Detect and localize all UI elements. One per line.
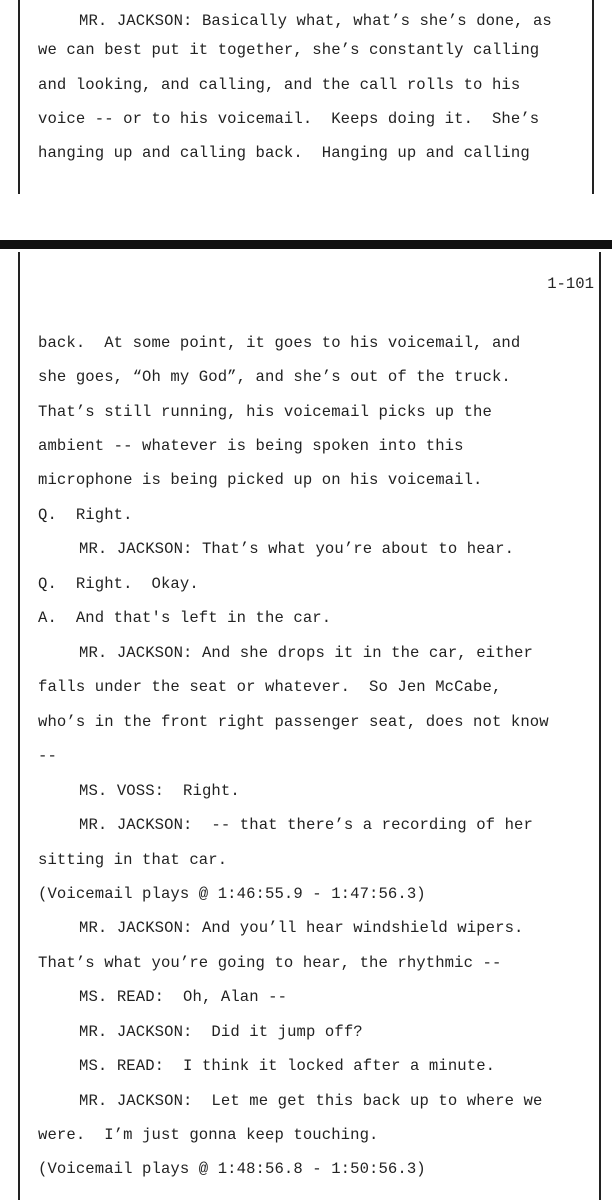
right-margin-line: [599, 252, 601, 1200]
transcript-line: MR. JACKSON: Basically what, what’s she’s done, as: [79, 12, 552, 30]
page-number: 1-101: [547, 275, 594, 293]
transcript-line: ambient -- whatever is being spoken into this: [38, 437, 464, 455]
transcript-line: That’s still running, his voicemail picks up the: [38, 403, 492, 421]
right-margin-line: [592, 0, 594, 194]
transcript-line: sitting in that car.: [38, 851, 228, 869]
transcript-line: MR. JACKSON: And you’ll hear windshield wipers.: [79, 919, 524, 937]
transcript-line: were. I’m just gonna keep touching.: [38, 1126, 379, 1144]
transcript-line: MS. READ: Oh, Alan --: [79, 988, 288, 1006]
transcript-line: Q. Right. Okay.: [38, 575, 199, 593]
transcript-line: who’s in the front right passenger seat, does not know: [38, 713, 549, 731]
transcript-line: --: [38, 747, 57, 765]
transcript-line: That’s what you’re going to hear, the rhythmic --: [38, 954, 502, 972]
transcript-line: we can best put it together, she’s constantly calling: [38, 41, 540, 59]
transcript-line: she goes, “Oh my God”, and she’s out of the truck.: [38, 368, 511, 386]
transcript-line: MR. JACKSON: That’s what you’re about to hear.: [79, 540, 515, 558]
left-margin-line: [18, 252, 20, 1200]
transcript-line: back. At some point, it goes to his voicemail, and: [38, 334, 521, 352]
page-separator: [0, 240, 612, 249]
transcript-line: MR. JACKSON: Did it jump off?: [79, 1023, 363, 1041]
transcript-line: microphone is being picked up on his voicemail.: [38, 471, 483, 489]
transcript-line: (Voicemail plays @ 1:46:55.9 - 1:47:56.3): [38, 885, 426, 903]
transcript-line: MS. READ: I think it locked after a minute.: [79, 1057, 496, 1075]
transcript-line: hanging up and calling back. Hanging up and calling: [38, 144, 530, 162]
transcript-line: falls under the seat or whatever. So Jen McCabe,: [38, 678, 502, 696]
left-margin-line: [18, 0, 20, 194]
transcript-line: A. And that's left in the car.: [38, 609, 332, 627]
transcript-line: MR. JACKSON: And she drops it in the car, either: [79, 644, 533, 662]
transcript-line: MR. JACKSON: -- that there’s a recording of her: [79, 816, 533, 834]
transcript-line: and looking, and calling, and the call rolls to his: [38, 76, 521, 94]
transcript-line: Q. Right.: [38, 506, 133, 524]
transcript-line: MS. VOSS: Right.: [79, 782, 240, 800]
transcript-line: voice -- or to his voicemail. Keeps doing it. She’s: [38, 110, 540, 128]
transcript-line: (Voicemail plays @ 1:48:56.8 - 1:50:56.3): [38, 1160, 426, 1178]
transcript-line: MR. JACKSON: Let me get this back up to where we: [79, 1092, 543, 1110]
